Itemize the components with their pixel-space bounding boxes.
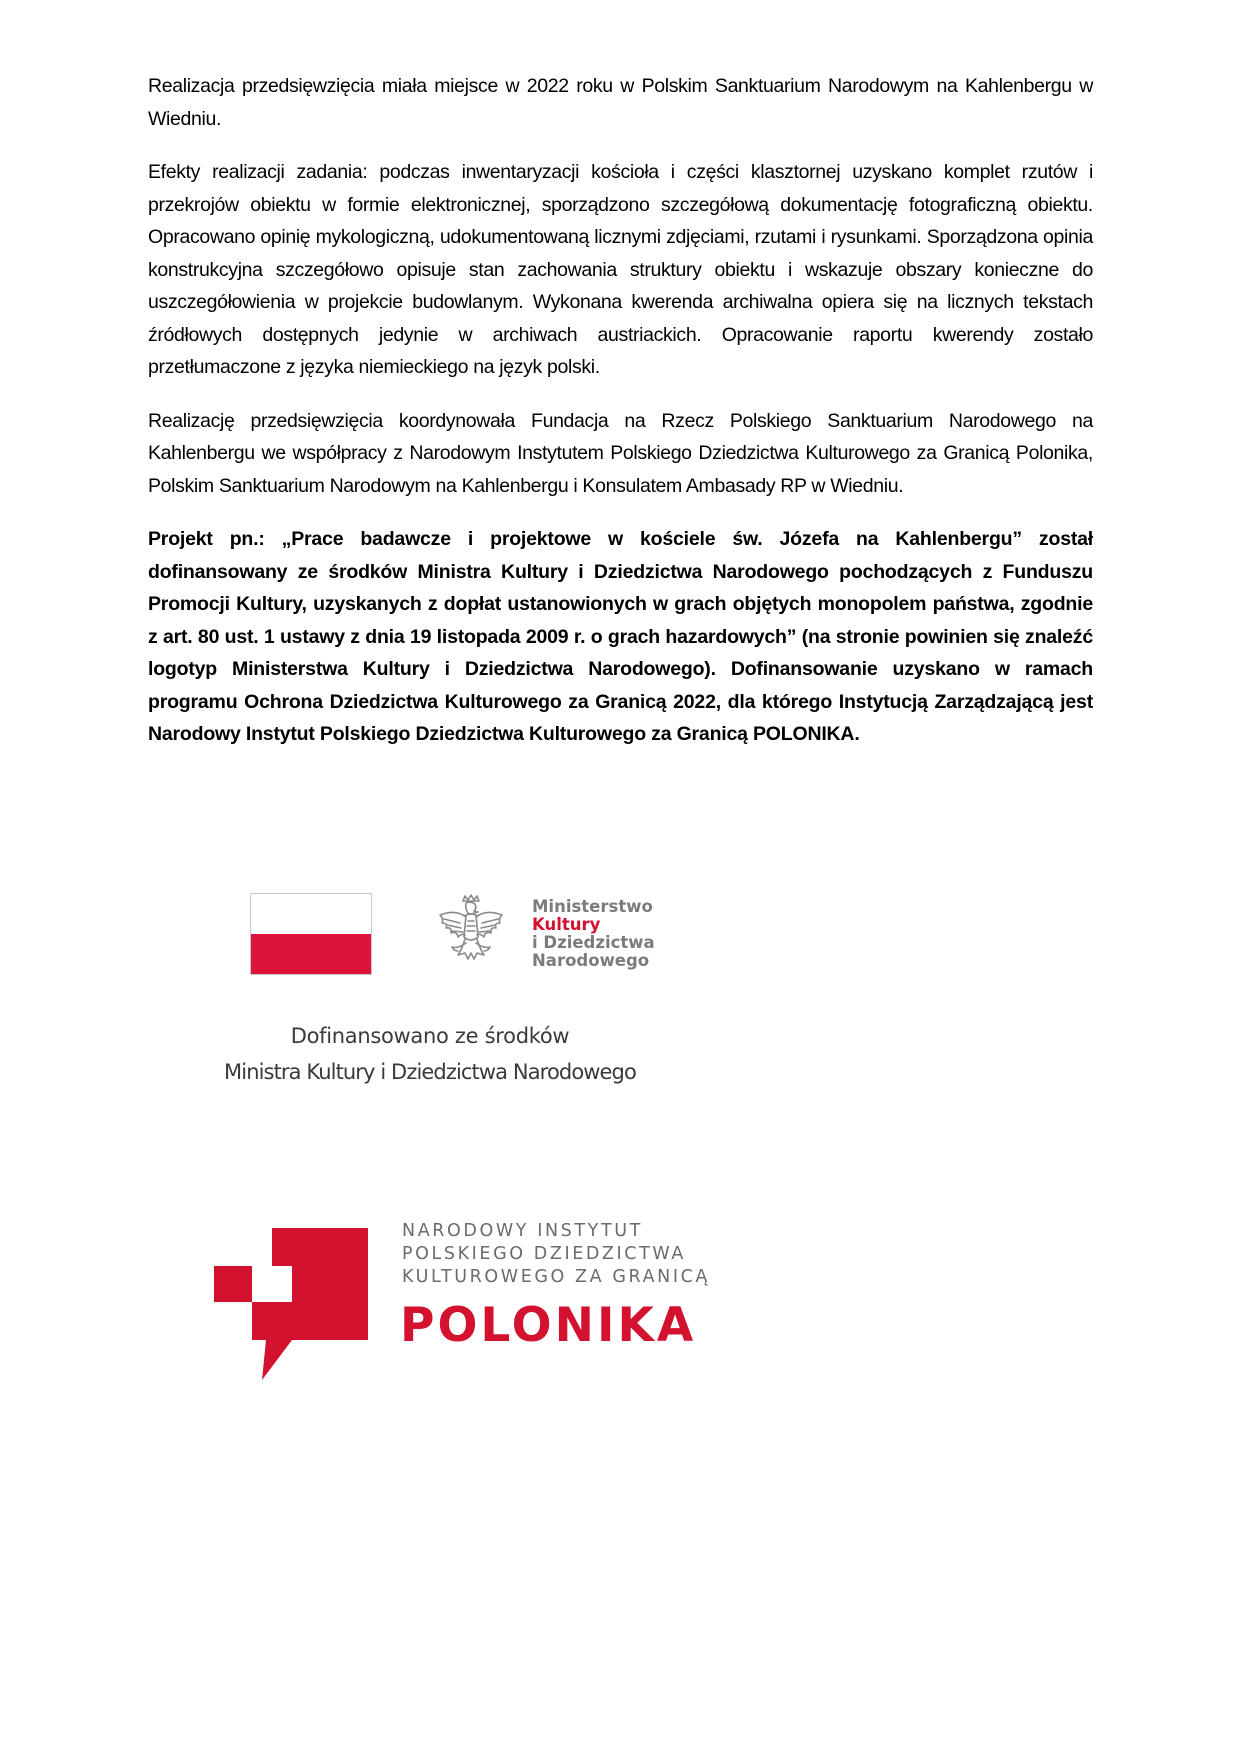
funded-by-line1: Dofinansowano ze środków (290, 1024, 570, 1048)
polonika-institute-name (402, 1220, 710, 1289)
eagle-emblem-icon (432, 893, 510, 975)
funded-by-line2: Ministra Kultury i Dziedzictwa Narodowego (224, 1060, 636, 1084)
paragraph-coordination: Realizację przedsięwzięcia koordynowała Fundacja na Rzecz Polskiego Sanktuarium Narodowego na Kahlenbergu we współpracy z Narodowym Instytutem Polskiego Dziedzictwa Kulturowego za Granicą Polonika, Polskim Sanktuarium Narodowym na Kahlenbergu i Konsulatem Ambasady RP w Wiedniu. (148, 409, 1093, 497)
polonika-name-line2: POLSKIEGO DZIEDZICTWA (402, 1244, 686, 1264)
polish-flag-logo (250, 893, 372, 975)
polonika-wordmark: POLONIKA (400, 1298, 697, 1353)
polonika-name-line1: NARODOWY INSTYTUT (402, 1221, 643, 1241)
document-body (148, 70, 1093, 772)
ministry-logo-line1: Ministerstwo (532, 897, 653, 916)
paragraph-realization: Realizacja przedsięwzięcia miała miejsce w 2022 roku w Polskim Sanktuarium Narodowym na Kahlenbergu w Wiedniu. (148, 75, 1093, 130)
ministry-logo-text (532, 898, 655, 970)
flag-red-stripe (251, 934, 371, 974)
polonika-name-line3: KULTUROWEGO ZA GRANICĄ (402, 1267, 710, 1287)
polonika-logo-mark (214, 1228, 368, 1380)
ministry-logo-line4: Narodowego (532, 951, 650, 970)
paragraph-effects: Efekty realizacji zadania: podczas inwentaryzacji kościoła i części klasztornej uzyskano komplet rzutów i przekrojów obiektu w formie elektronicznej, sporządzono szczegółową dokumentację fotograficzną obiektu. Opracowano opinię mykologiczną, udokumentowaną licznymi zdjęciami, rzutami i rysunkami. Sporządzona opinia konstrukcyjna szczegółowo opisuje stan zachowania struktury obiektu i wskazuje obszary konieczne do uszczegółowienia w projekcie budowlanym. Wykonana kwerenda archiwalna opiera się na licznych tekstach źródłowych dostępnych jedynie w archiwach austriackich. Opracowanie raportu kwerendy zostało przetłumaczone z języka niemieckiego na język polski. (148, 161, 1093, 378)
ministry-logo-line2: Kultury (532, 915, 601, 934)
flag-white-stripe (251, 894, 371, 934)
paragraph-funding: Projekt pn.: „Prace badawcze i projektowe w kościele św. Józefa na Kahlenbergu” został dofinansowany ze środków Ministra Kultury i Dziedzictwa Narodowego pochodzących z Funduszu Promocji Kultury, uzyskanych z dopłat ustanowionych w grach objętych monopolem państwa, zgodnie z art. 80 ust. 1 ustawy z dnia 19 listopada 2009 r. o grach hazardowych” (na stronie powinien się znaleźć logotyp Ministerstwa Kultury i Dziedzictwa Narodowego). Dofinansowanie uzyskano w ramach programu Ochrona Dziedzictwa Kulturowego za Granicą 2022, dla którego Instytucją Zarządzającą jest Narodowy Instytut Polskiego Dziedzictwa Kulturowego za Granicą POLONIKA. (148, 528, 1093, 745)
ministry-logo-line3: i Dziedzictwa (532, 933, 655, 952)
